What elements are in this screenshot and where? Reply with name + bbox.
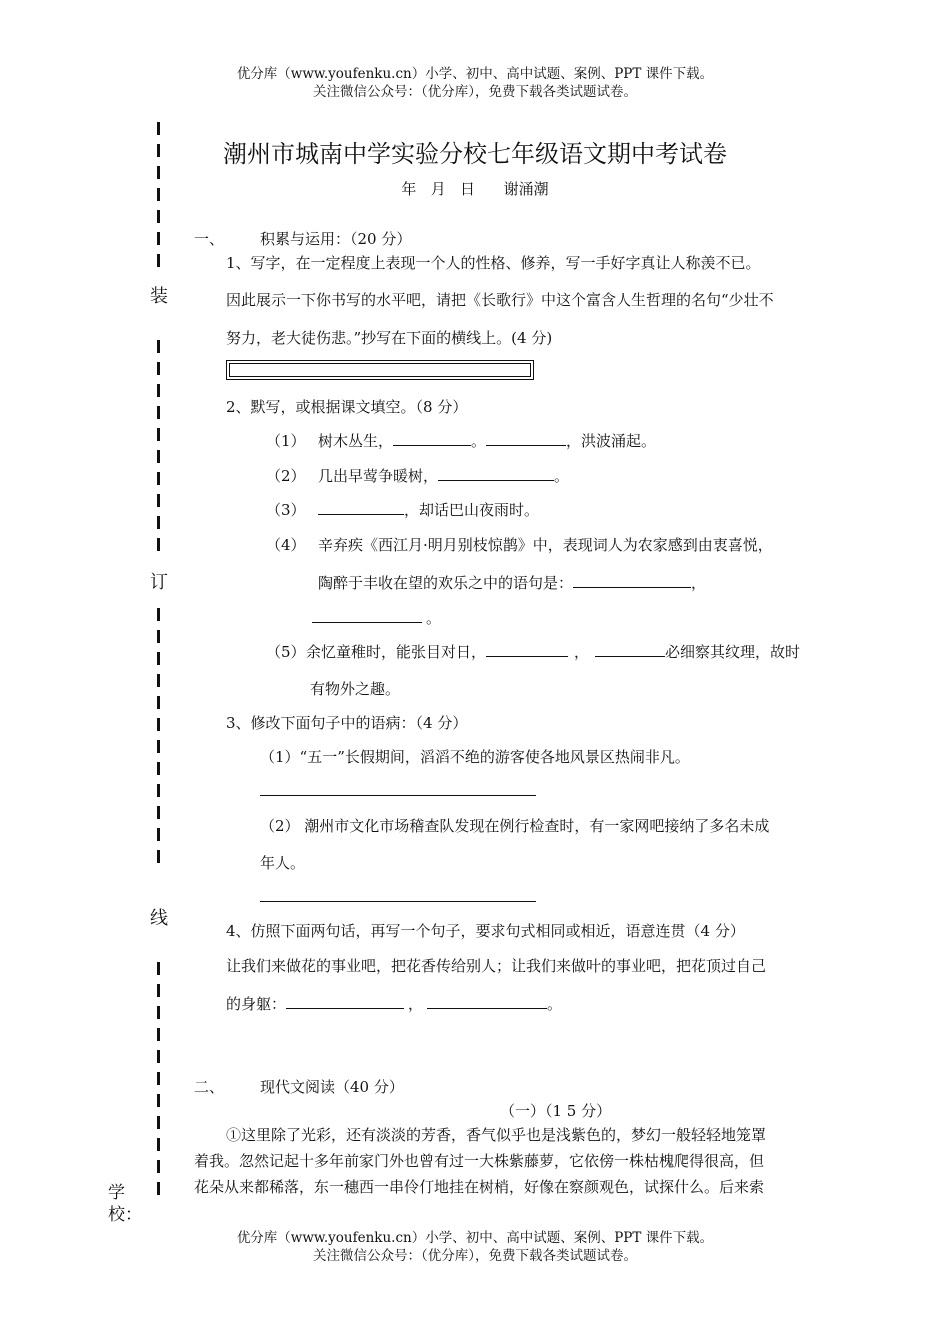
school-label-xiao: 校： [108,1205,142,1225]
header-line-2: 关注微信公众号：（优分库），免费下载各类试题试卷。 [313,84,637,100]
q2-item1-blank-2[interactable] [486,430,566,446]
q2-item5-line-1 [306,641,800,662]
q4-text-b: ， [408,995,424,1013]
q2-item4-text: 陶醉于丰收在望的欢乐之中的语句是： [318,574,574,592]
binding-label-xian: 线 [150,908,168,929]
q2-item3-number: （3） [266,501,306,519]
q4-heading: 4、仿照下面两句话，再写一个句子，要求句式相同或相近，语意连贯（4 分） [226,922,745,940]
q2-item1 [318,430,656,451]
q2-item2-blank[interactable] [438,465,554,481]
q1-line-2: 因此展示一下你书写的水平吧，请把《长歌行》中这个富含人生哲理的名句“少壮不 [226,291,774,309]
section2-heading: 现代文阅读（40 分） [260,1078,404,1096]
q2-item3-blank[interactable] [318,499,404,515]
q3-heading: 3、修改下面句子中的语病：（4 分） [226,714,468,732]
q2-item3-text: ，却话巴山夜雨时。 [404,501,540,519]
q2-item1-text-c: ，洪波涌起。 [566,432,657,450]
q4-text-a: 的身躯： [226,995,287,1013]
q2-item2 [318,465,569,486]
q2-item5-text-b: ， [574,643,590,661]
q2-item2-text-a: 几出早莺争暖树， [318,467,439,485]
q2-item5-text-a: 余忆童稚时，能张目对日， [306,643,487,661]
q1-line-1: 1、写字，在一定程度上表现一个人的性格、修养，写一手好字真让人称羡不已。 [226,254,761,272]
passage-line-3: 花朵从来都稀落，东一穗西一串伶仃地挂在树梢，好像在察颜观色，试探什么。后来索 [194,1178,765,1196]
q4-text-c: 。 [547,995,563,1013]
q1-line-3: 努力，老大徒伤悲。”抄写在下面的横线上。(4 分) [226,329,553,347]
binding-dash-4 [157,962,160,1204]
q3-answer-line-1[interactable] [260,795,536,796]
binding-label-zhuang: 装 [150,286,168,307]
q4-blank-1[interactable] [286,993,404,1009]
passage-line-2: 着我。忽然记起十多年前家门外也曾有过一大株紫藤萝，它依傍一株枯槐爬得很高，但 [194,1152,765,1170]
q2-item5-blank-2[interactable] [595,641,665,657]
page-title: 潮州市城南中学实验分校七年级语文期中考试卷 [223,140,727,168]
q2-item5-number: （5） [266,643,306,661]
q3-sentence-2-line-2: 年人。 [260,854,306,872]
section1-heading: 积累与运用：（20 分） [260,230,412,248]
q4-blank-2[interactable] [427,993,547,1009]
q1-answer-box[interactable] [226,360,534,380]
q2-item4-line-3 [312,607,441,628]
passage-line-1: ①这里除了光彩，还有淡淡的芳香，香气似乎也是浅紫色的，梦幻一般轻轻地笼罩 [226,1126,767,1144]
q2-item4-comma: ， [691,574,707,592]
q3-sentence-1: （1）“五一”长假期间，滔滔不绝的游客使各地风景区热闹非凡。 [260,748,690,766]
q2-item5-line-2: 有物外之趣。 [310,680,401,698]
binding-label-ding: 订 [150,572,168,593]
q2-item4-number: （4） [266,536,306,554]
q2-item4-line-2 [318,572,706,593]
footer-line-2: 关注微信公众号：（优分库），免费下载各类试题试卷。 [313,1248,637,1264]
q2-heading: 2、默写，或根据课文填空。（8 分） [226,398,468,416]
q4-line-1: 让我们来做花的事业吧，把花香传给别人；让我们来做叶的事业吧，把花顶过自己 [226,957,767,975]
header-line-1: 优分库（www.youfenku.cn）小学、初中、高中试题、案例、PPT 课件下载。 [236,66,714,82]
q2-item5-blank-1[interactable] [486,641,568,657]
q2-item4-line-1: 辛弃疾《西江月·明月别枝惊鹊》中，表现词人为农家感到由衷喜悦， [318,536,773,554]
school-label-xue: 学 [108,1183,125,1203]
q2-item1-text-b: 。 [471,432,487,450]
section2-subheading: （一）（1 5 分） [500,1102,612,1120]
q2-item5-text-c: 必细察其纹理，故时 [665,643,801,661]
q2-item4-blank-1[interactable] [573,572,691,588]
q2-item3 [318,499,539,520]
q2-item1-text-a: 树木丛生， [318,432,394,450]
q3-answer-line-2[interactable] [260,901,536,902]
footer-line-1: 优分库（www.youfenku.cn）小学、初中、高中试题、案例、PPT 课件下载。 [236,1230,714,1246]
q2-item4-end: 。 [426,609,442,627]
q2-item2-number: （2） [266,467,306,485]
section2-number: 二、 [194,1078,225,1096]
q2-item1-blank-1[interactable] [393,430,471,446]
q3-sentence-2-line-1: （2） 潮州市文化市场稽查队发现在例行检查时，有一家网吧接纳了多名未成 [260,817,770,835]
q4-line-2 [226,993,562,1014]
q2-item1-number: （1） [266,432,306,450]
binding-dash-3 [157,608,160,872]
q2-item4-blank-2[interactable] [312,607,422,623]
q2-item2-text-b: 。 [554,467,570,485]
binding-dash-2 [157,340,160,560]
section1-number: 一、 [194,230,225,248]
page-subtitle: 年 月 日 谢涌潮 [401,180,549,198]
